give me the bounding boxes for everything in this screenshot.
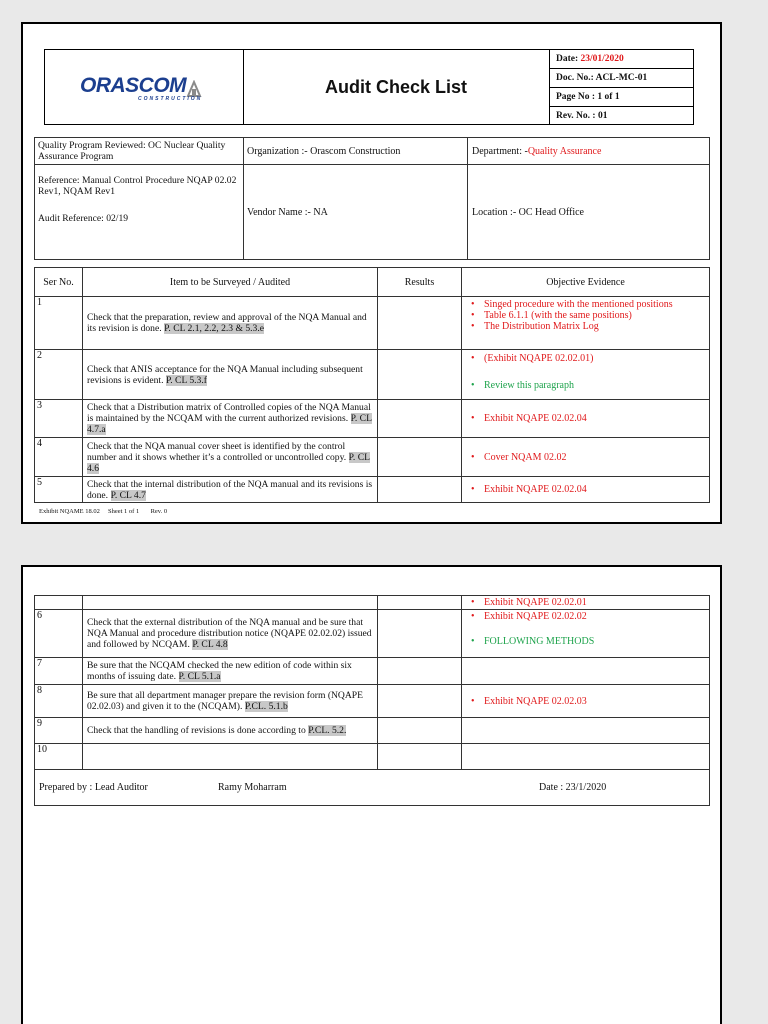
- item-text: Be sure that the NCQAM checked the new edition of code within six months of issuing date. P. CL 5.1.a: [83, 658, 378, 685]
- ser-no: 8: [35, 685, 83, 718]
- item-text: Check that the preparation, review and approval of the NQA Manual and its revision is done. P. CL 2.1, 2.2, 2.3 & 5.3.e: [83, 297, 378, 350]
- company-logo: [80, 74, 202, 102]
- rev-no-cell: Rev. No. : 01: [556, 111, 608, 121]
- clause-ref: P. CL 4.6: [87, 451, 370, 474]
- item-text: [83, 596, 378, 610]
- exhibit-footer: Exhibit NQAME 18.02 Sheet 1 of 1 Rev. 0: [39, 508, 168, 515]
- auditor-name: Ramy Moharram: [218, 782, 287, 793]
- results-cell[interactable]: [378, 718, 462, 744]
- signoff-row: [35, 770, 710, 806]
- audit-page-1: [21, 22, 722, 524]
- clause-ref: P. CL 5.1.a: [178, 671, 221, 682]
- results-cell[interactable]: [378, 400, 462, 438]
- signoff-cell: [35, 770, 710, 806]
- ser-no: 2: [35, 350, 83, 400]
- header-block: [44, 49, 694, 125]
- table-row: [35, 477, 710, 503]
- signoff-date: Date : 23/1/2020: [539, 782, 607, 793]
- item-text: Check that the external distribution of the NQA manual and be sure that NQA Manual and procedure distribution notice (NQAPE 02.02.02) issued and followed by NCQAM. P. CL 4.8: [83, 610, 378, 658]
- doc-no-cell: Doc. No.: ACL-MC-01: [550, 69, 694, 88]
- table-row: [35, 596, 710, 610]
- document-title: Audit Check List: [243, 50, 550, 124]
- organization-cell: Organization :- Orascom Construction: [244, 138, 468, 165]
- ser-no: 7: [35, 658, 83, 685]
- evidence-item: • Cover NQAM 02.02: [484, 452, 709, 463]
- col-results: Results: [378, 268, 462, 297]
- results-cell[interactable]: [378, 744, 462, 770]
- evidence-item: • The Distribution Matrix Log: [484, 321, 709, 332]
- logo-subtitle: CONSTRUCTION: [138, 96, 203, 102]
- location-cell: Location :- OC Head Office: [468, 165, 710, 260]
- table-row: [35, 744, 710, 770]
- evidence-cell: [462, 744, 710, 770]
- evidence-cell: [462, 438, 710, 477]
- results-cell[interactable]: [378, 658, 462, 685]
- evidence-cell: [462, 718, 710, 744]
- col-ser: Ser No.: [35, 268, 83, 297]
- clause-ref: P.CL. 5.1.b: [244, 701, 288, 712]
- logo-wordmark: ORASCOM: [80, 74, 187, 97]
- evidence-cell: [462, 596, 710, 610]
- ser-no: 9: [35, 718, 83, 744]
- table-row: [35, 718, 710, 744]
- item-text: Check that the internal distribution of the NQA manual and its revisions is done. P. CL 4.7: [83, 477, 378, 503]
- clause-ref: P.CL. 5.2.: [308, 725, 347, 736]
- evidence-cell: [462, 658, 710, 685]
- ser-no: [35, 596, 83, 610]
- evidence-item: • Exhibit NQAPE 02.02.03: [484, 696, 709, 707]
- evidence-item: • (Exhibit NQAPE 02.02.01): [484, 353, 709, 364]
- doc-meta: [550, 50, 694, 124]
- page-no-cell: Page No : 1 of 1: [550, 88, 694, 107]
- clause-ref: P. CL 4.7: [110, 489, 146, 501]
- date-value: 23/01/2020: [580, 54, 624, 64]
- item-text: Be sure that all department manager prepare the revision form (NQAPE 02.02.03) and given it to the (NCQAM). P.CL. 5.1.b: [83, 685, 378, 718]
- quality-program-cell: Quality Program Reviewed: OC Nuclear Quality Assurance Program: [35, 138, 244, 165]
- logo-box: [45, 50, 244, 124]
- evidence-item: • Exhibit NQAPE 02.02.01: [484, 597, 709, 608]
- ser-no: 1: [35, 297, 83, 350]
- ser-no: 6: [35, 610, 83, 658]
- evidence-cell: [462, 477, 710, 503]
- evidence-cell: [462, 350, 710, 400]
- clause-ref: P. CL 2.1, 2.2, 2.3 & 5.3.e: [164, 323, 264, 334]
- evidence-item: • Exhibit NQAPE 02.02.02: [484, 611, 709, 622]
- evidence-item: • Singed procedure with the mentioned positions: [484, 299, 709, 310]
- evidence-item: • Exhibit NQAPE 02.02.04: [484, 484, 709, 495]
- item-text: Check that ANIS acceptance for the NQA Manual including subsequent revisions is evident. P. CL 5.3.f: [83, 350, 378, 400]
- ser-no: 5: [35, 477, 83, 503]
- clause-ref: P. CL 4.8: [192, 639, 228, 650]
- date-cell: Date: 23/01/2020: [550, 50, 694, 69]
- evidence-item: • FOLLOWING METHODS: [484, 636, 709, 647]
- col-evidence: Objective Evidence: [462, 268, 710, 297]
- evidence-cell: [462, 610, 710, 658]
- item-text: Check that the handling of revisions is done according to P.CL. 5.2.: [83, 718, 378, 744]
- prepared-by-label: Prepared by : Lead Auditor: [39, 782, 148, 793]
- vendor-cell: Vendor Name :- NA: [244, 165, 468, 260]
- table-row: [35, 350, 710, 400]
- results-cell[interactable]: [378, 350, 462, 400]
- table-row: [35, 658, 710, 685]
- evidence-item: • Exhibit NQAPE 02.02.04: [484, 413, 709, 424]
- evidence-cell: [462, 297, 710, 350]
- audit-page-2: [21, 565, 722, 1024]
- table-row: [35, 685, 710, 718]
- table-row: [35, 438, 710, 477]
- item-text: Check that the NQA manual cover sheet is identified by the control number and it shows whether it’s a controlled or uncontrolled copy. P. CL 4.6: [83, 438, 378, 477]
- results-cell[interactable]: [378, 438, 462, 477]
- checklist-table-1: [34, 267, 710, 503]
- item-text: Check that a Distribution matrix of Controlled copies of the NQA Manual is maintained by the NCQAM with the current authorized revisions. P. CL 4.7.a: [83, 400, 378, 438]
- results-cell[interactable]: [378, 297, 462, 350]
- checklist-table-2: [34, 595, 710, 806]
- reference-cell: Reference: Manual Control Procedure NQAP 02.02 Rev1, NQAM Rev1 Audit Reference: 02/19: [35, 165, 244, 260]
- table-row: [35, 400, 710, 438]
- clause-ref: P. CL 4.7.a: [87, 413, 372, 435]
- ser-no: 10: [35, 744, 83, 770]
- clause-ref: P. CL 5.3.f: [165, 374, 207, 386]
- item-text: [83, 744, 378, 770]
- evidence-item: • Table 6.1.1 (with the same positions): [484, 310, 709, 321]
- results-cell[interactable]: [378, 610, 462, 658]
- results-cell[interactable]: [378, 685, 462, 718]
- evidence-cell: [462, 400, 710, 438]
- column-header-row: [35, 268, 710, 297]
- department-cell: Department: -Quality Assurance: [468, 138, 710, 165]
- table-row: [35, 610, 710, 658]
- col-item: Item to be Surveyed / Audited: [83, 268, 378, 297]
- ser-no: 4: [35, 438, 83, 477]
- table-row: [35, 297, 710, 350]
- evidence-cell: [462, 685, 710, 718]
- evidence-item: • Review this paragraph: [484, 380, 709, 391]
- results-cell[interactable]: [378, 596, 462, 610]
- results-cell[interactable]: [378, 477, 462, 503]
- ser-no: 3: [35, 400, 83, 438]
- info-table: [34, 137, 710, 260]
